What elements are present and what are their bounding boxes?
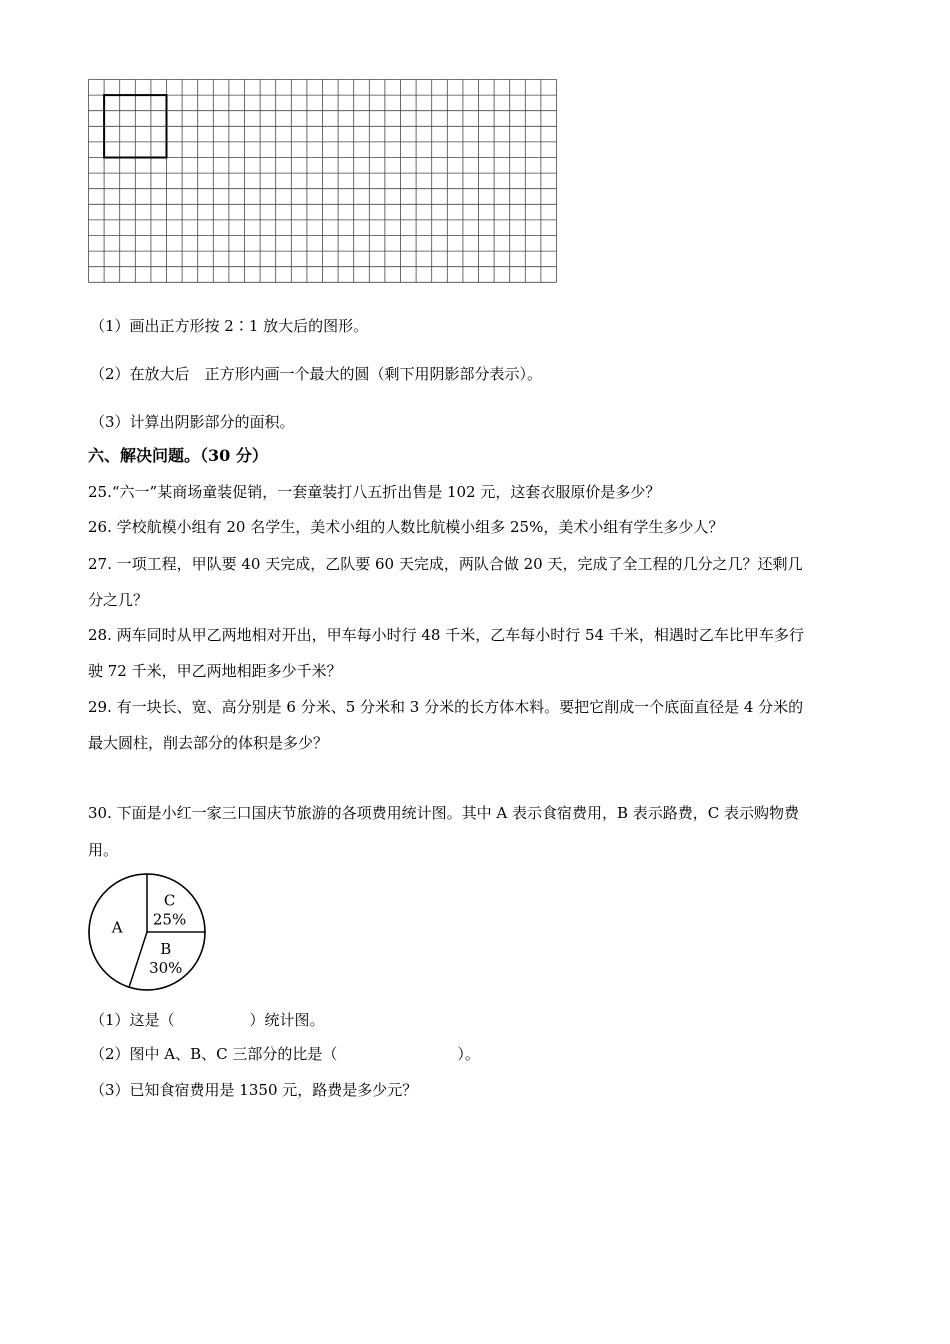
pie-value-C: 25%: [152, 910, 187, 929]
problem-27-line1: 27. 一项工程，甲队要 40 天完成，乙队要 60 天完成，两队合做 20 天，完成了全工程的几分之几？还剩几: [88, 555, 803, 573]
problem-27-line2: 分之几？: [88, 591, 149, 609]
part5-question-1: （1）画出正方形按 2∶1 放大后的图形。: [90, 317, 369, 335]
problem-30-sub-1: （1）这是（ ）统计图。: [90, 1011, 325, 1029]
part5-question-2: （2）在放大后 正方形内画一个最大的圆（剩下用阴影部分表示）。: [90, 365, 543, 383]
pie-label-C: C: [163, 891, 176, 910]
problem-30-line2: 用。: [88, 841, 119, 859]
problem-26: 26. 学校航模小组有 20 名学生，美术小组的人数比航模小组多 25%，美术小组有学生多少人？: [88, 518, 724, 536]
part5-question-3: （3）计算出阴影部分的面积。: [90, 413, 295, 431]
problem-30-sub-3: （3）已知食宿费用是 1350 元，路费是多少元？: [90, 1081, 418, 1099]
pie-chart: [86, 871, 208, 993]
pie-label-B: B: [160, 939, 172, 958]
problem-28-line1: 28. 两车同时从甲乙两地相对开出，甲车每小时行 48 千米，乙车每小时行 54 千米，相遇时乙车比甲车多行: [88, 626, 804, 644]
problem-29-line2: 最大圆柱，削去部分的体积是多少？: [88, 734, 329, 752]
problem-30-sub-2: （2）图中 A、B、C 三部分的比是（ ）。: [90, 1045, 480, 1063]
section6-title: 六、解决问题。（30 分）: [88, 446, 268, 465]
square-grid: [88, 79, 558, 285]
problem-29-line1: 29. 有一块长、宽、高分别是 6 分米、5 分米和 3 分米的长方体木料。要把它削成一个底面直径是 4 分米的: [88, 698, 804, 716]
pie-label-A: A: [111, 918, 123, 937]
pie-value-B: 30%: [149, 958, 183, 977]
problem-25: 25.“六一”某商场童装促销，一套童装打八五折出售是 102 元，这套衣服原价是多少？: [88, 483, 661, 501]
problem-30-line1: 30. 下面是小红一家三口国庆节旅游的各项费用统计图。其中 A 表示食宿费用，B 表示路费，C 表示购物费: [88, 804, 800, 822]
problem-28-line2: 驶 72 千米，甲乙两地相距多少千米？: [88, 662, 342, 680]
